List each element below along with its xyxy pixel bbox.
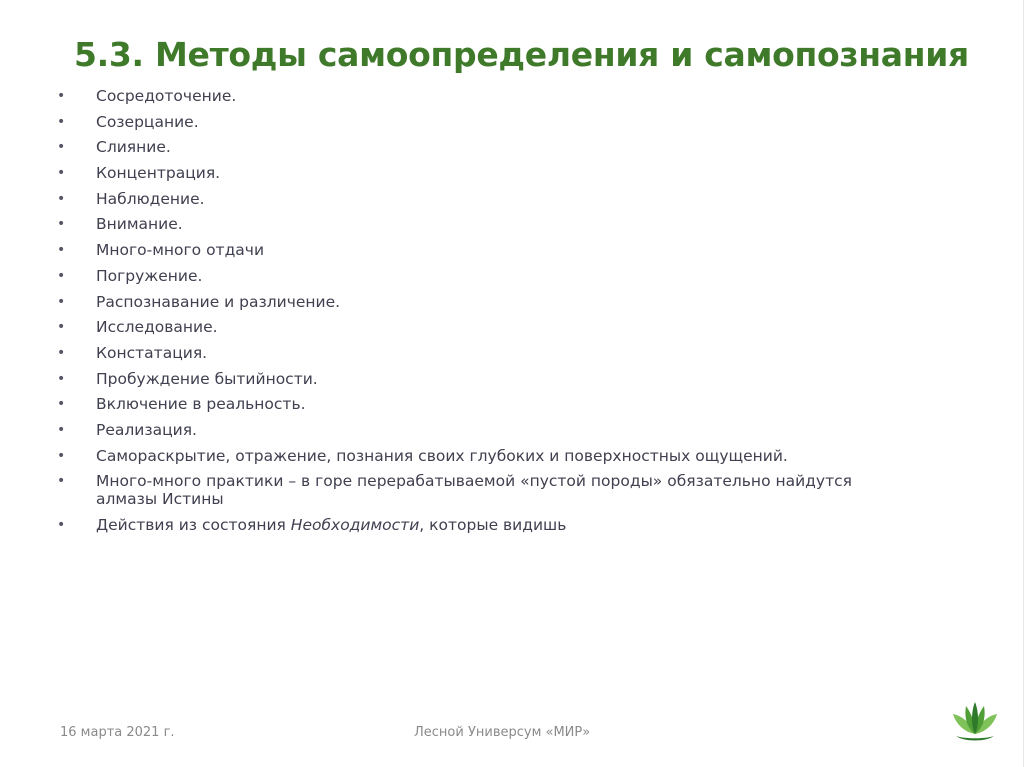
list-item [0,87,1000,105]
list-item [0,113,1000,131]
list-item-text: Пробуждение бытийности. [96,369,318,388]
list-item [0,267,1000,285]
bullet-icon: • [57,344,66,361]
list-item [0,318,1000,336]
bullet-icon: • [57,293,66,310]
footer-date: 16 марта 2021 г. [60,725,175,740]
list-item-text: Самораскрытие, отражение, познания своих глубоких и поверхностных ощущений. [96,446,788,465]
list-item [0,190,1000,208]
list-item-text: Много-много отдачи [96,241,265,260]
list-item-text: Погружение. [96,266,203,285]
list-item-text: Слияние. [96,138,171,157]
list-item [0,241,1000,259]
list-item-text-line1: Много-много практики – в горе перерабатываемой «пустой породы» обязательно найдутся [96,472,852,491]
list-item-text: Констатация. [96,343,208,362]
bullet-icon: • [57,267,66,284]
bullet-icon: • [57,88,66,104]
list-item-text: Созерцание. [96,112,199,131]
list-item-text: Концентрация. [96,164,221,183]
bullet-icon: • [57,165,66,182]
list-item [0,370,1000,388]
bullet-icon: • [57,113,66,130]
bullet-icon: • [57,517,66,533]
list-item-text: Реализация. [96,420,197,439]
list-item-text: Исследование. [96,318,218,337]
bullet-icon: • [57,216,66,233]
list-item [0,472,1000,508]
bullet-icon: • [57,370,66,387]
list-item [0,395,1000,413]
list-item-text: Сосредоточение. [96,87,237,105]
list-item [0,421,1000,439]
list-item-text-prefix: Действия из состояния [96,516,291,534]
bullet-icon: • [57,190,66,207]
list-item-text: Внимание. [96,215,183,234]
list-item [0,344,1000,362]
list-item [0,447,1000,465]
slide-title: 5.3. Методы самоопределения и самопознания [74,35,969,74]
list-item-text-suffix: , которые видишь [419,516,567,534]
lotus-logo-icon [950,700,1000,744]
list-item-text: Распознавание и различение. [96,292,341,311]
bullet-icon: • [57,242,66,259]
list-item-text-line2: алмазы Истины [96,490,224,509]
bullet-icon: • [57,473,66,490]
list-item [0,138,1000,156]
lotus-base-icon [956,736,994,741]
bullet-icon: • [57,396,66,413]
bullet-icon: • [57,421,66,438]
list-item-text: Наблюдение. [96,189,205,208]
methods-list [0,87,1000,542]
bullet-icon: • [57,447,66,464]
list-item-text [96,516,566,534]
list-item [0,164,1000,182]
list-item-text-emphasis: Необходимости [290,516,420,534]
list-item [0,516,1000,534]
list-item-text: Включение в реальность. [96,395,306,414]
list-item [0,293,1000,311]
footer-organization: Лесной Универсум «МИР» [414,725,591,740]
bullet-icon: • [57,139,66,156]
list-item [0,215,1000,233]
bullet-icon: • [57,319,66,336]
